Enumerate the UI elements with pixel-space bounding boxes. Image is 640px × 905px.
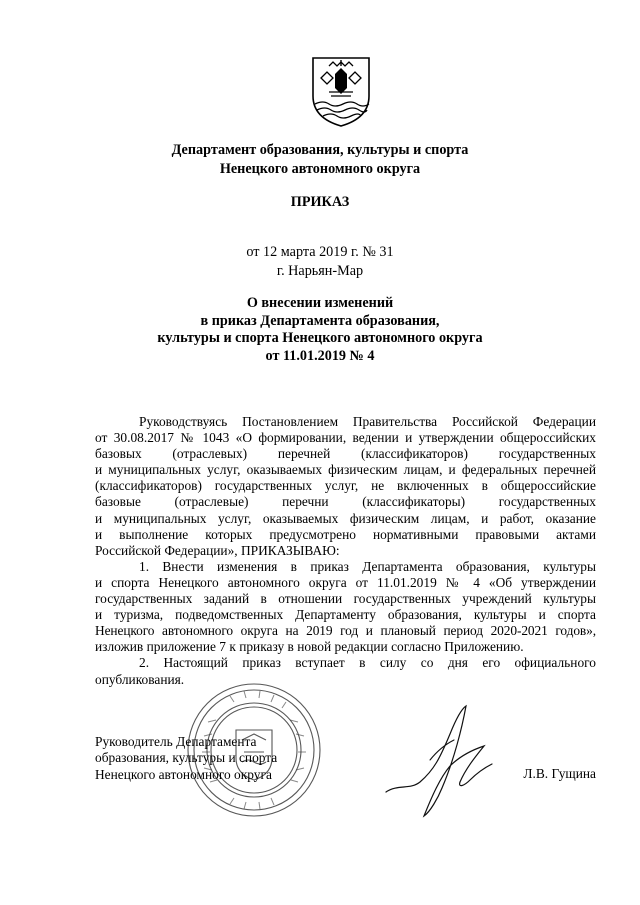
subject-line-1: О внесении изменений [246,295,394,311]
body-line: Российской Федерации», ПРИКАЗЫВАЮ: [95,542,340,558]
body-line: государственных заданий в отношении государственных учреждений культуры [95,591,596,607]
body-line: опубликования. [95,671,185,687]
document-body [95,414,596,688]
body-line: базовые (отраслевые) перечни (классификаторы) государственных [95,494,596,510]
preamble-paragraph [95,414,596,559]
position-line-2: образования, культуры и спорта [95,750,278,766]
document-subject [0,295,640,365]
coat-of-arms-icon [309,52,373,128]
department-heading [0,141,640,178]
document-type: ПРИКАЗ [290,194,350,210]
department-line-1: Департамент образования, культуры и спорта [171,142,469,158]
body-line: и муниципальных услуг, оказываемых физическим лицам, и работ, оказание [95,510,596,526]
department-line-2: Ненецкого автономного округа [219,160,421,177]
handwritten-signature-icon [380,700,510,820]
item-1-paragraph [95,559,596,656]
body-line: и спорта Ненецкого автономного округа от 11.01.2019 № 4 «Об утверждении [95,574,596,590]
body-line: от 30.08.2017 № 1043 «О формировании, ведении и утверждении общероссийских [95,430,596,446]
subject-line-2: в приказ Департамента образования, [200,312,440,329]
body-line: и туризма, подведомственных Департаменту образования, культуры и спорта [95,607,596,623]
body-line: и муниципальных услуг, оказываемых физическим лицам, и федеральных перечней [95,462,596,478]
body-line: и выполнение которых предусмотрено нормативными правовыми актами [95,526,596,542]
body-line: (классификаторов) государственных услуг, не включенных в общероссийские [95,478,596,494]
position-line-3: Ненецкого автономного округа [95,766,272,782]
subject-line-3: культуры и спорта Ненецкого автономного округа [157,330,483,347]
signatory-name: Л.В. Гущина [523,766,596,781]
document-place: г. Нарьян-Мар [276,262,364,279]
body-line: 2. Настоящий приказ вступает в силу со дня его официального [139,655,596,671]
body-line: Руководствуясь Постановлением Правительства Российской Федерации [139,414,596,429]
document-meta [0,243,640,280]
body-line: базовых (отраслевых) перечней (классификаторов) государственных [95,446,596,462]
document-date-number: от 12 марта 2019 г. № 31 [246,244,394,260]
item-2-paragraph [95,655,596,687]
body-line: изложив приложение 7 к приказу в новой редакции согласно Приложению. [95,639,524,655]
subject-line-4: от 11.01.2019 № 4 [265,347,375,364]
body-line: Ненецкого автономного округа на 2019 год и плановый период 2020-2021 годов», [95,623,596,639]
signatory-position [95,734,277,783]
position-line-1: Руководитель Департамента [95,734,257,749]
body-line: 1. Внести изменения в приказ Департамента образования, культуры [139,558,596,574]
